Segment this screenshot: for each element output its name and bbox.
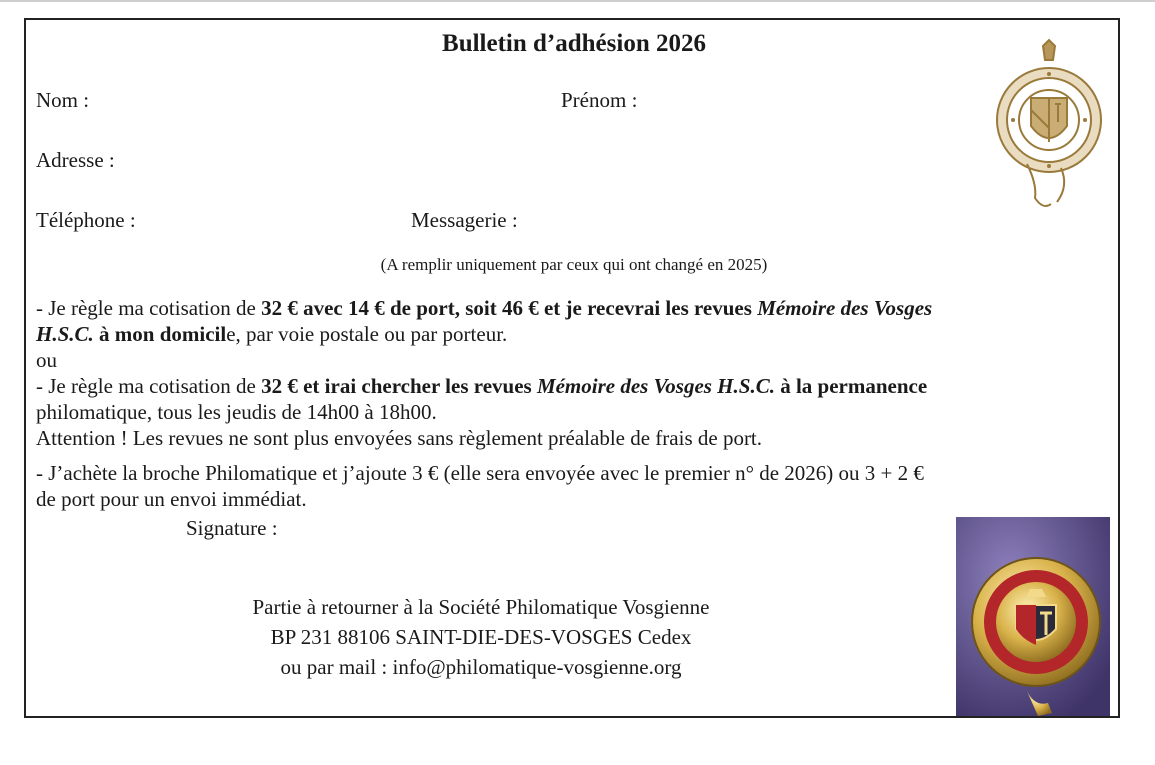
option1-text-c: Mémoire des Vosges — [757, 296, 933, 320]
form-title: Bulletin d’adhésion 2026 — [442, 30, 706, 57]
option1-line1 — [36, 295, 932, 321]
adresse-field-label: Adresse : — [36, 148, 115, 172]
footer-line2: BP 231 88106 SAINT-DIE-DES-VOSGES Cedex — [270, 625, 692, 649]
change-note: (A remplir uniquement par ceux qui ont changé en 2025) — [380, 255, 768, 274]
signature-label: Signature : — [186, 516, 278, 540]
option1-text-d: H.S.C. — [36, 322, 94, 346]
prenom-field-label: Prénom : — [561, 88, 638, 112]
option2-text-b: 32 € et irai chercher les revues — [261, 374, 537, 398]
footer-line1: Partie à retourner à la Société Philomatique Vosgienne — [252, 595, 710, 619]
broche-line2: de port pour un envoi immédiat. — [36, 487, 307, 511]
ou-separator: ou — [36, 348, 57, 372]
option1-text-b: 32 € avec 14 € de port, soit 46 € et je recevrai les revues — [261, 296, 758, 320]
option1-line2 — [36, 321, 507, 347]
telephone-field-label: Téléphone : — [36, 208, 136, 232]
society-seal-icon — [991, 38, 1111, 216]
option1-text-f: e, par voie postale ou par porteur. — [226, 322, 508, 346]
broche-line1: - J’achète la broche Philomatique et j’ajoute 3 € (elle sera envoyée avec le premier n° de 2026) ou 3 + 2 € — [36, 461, 924, 485]
option2-text-c: Mémoire des Vosges H.S.C. — [536, 374, 775, 398]
nom-field-label: Nom : — [36, 88, 90, 112]
messagerie-field-label: Messagerie : — [411, 208, 518, 232]
option1-text-a: - Je règle ma cotisation de — [36, 296, 262, 320]
footer-email: ou par mail : info@philomatique-vosgienne.org — [280, 655, 682, 679]
top-rule — [0, 0, 1155, 2]
option1-text-e: à mon domicil — [93, 322, 227, 346]
membership-form — [24, 18, 1120, 718]
option2-line1 — [36, 373, 927, 399]
option2-text-d: à la permanence — [774, 374, 928, 398]
option2-line2: philomatique, tous les jeudis de 14h00 à 18h00. — [36, 400, 437, 424]
attention-line: Attention ! Les revues ne sont plus envoyées sans règlement préalable de frais de port. — [36, 426, 763, 450]
philomatic-pin-icon — [956, 517, 1110, 716]
option2-text-a: - Je règle ma cotisation de — [36, 374, 262, 398]
